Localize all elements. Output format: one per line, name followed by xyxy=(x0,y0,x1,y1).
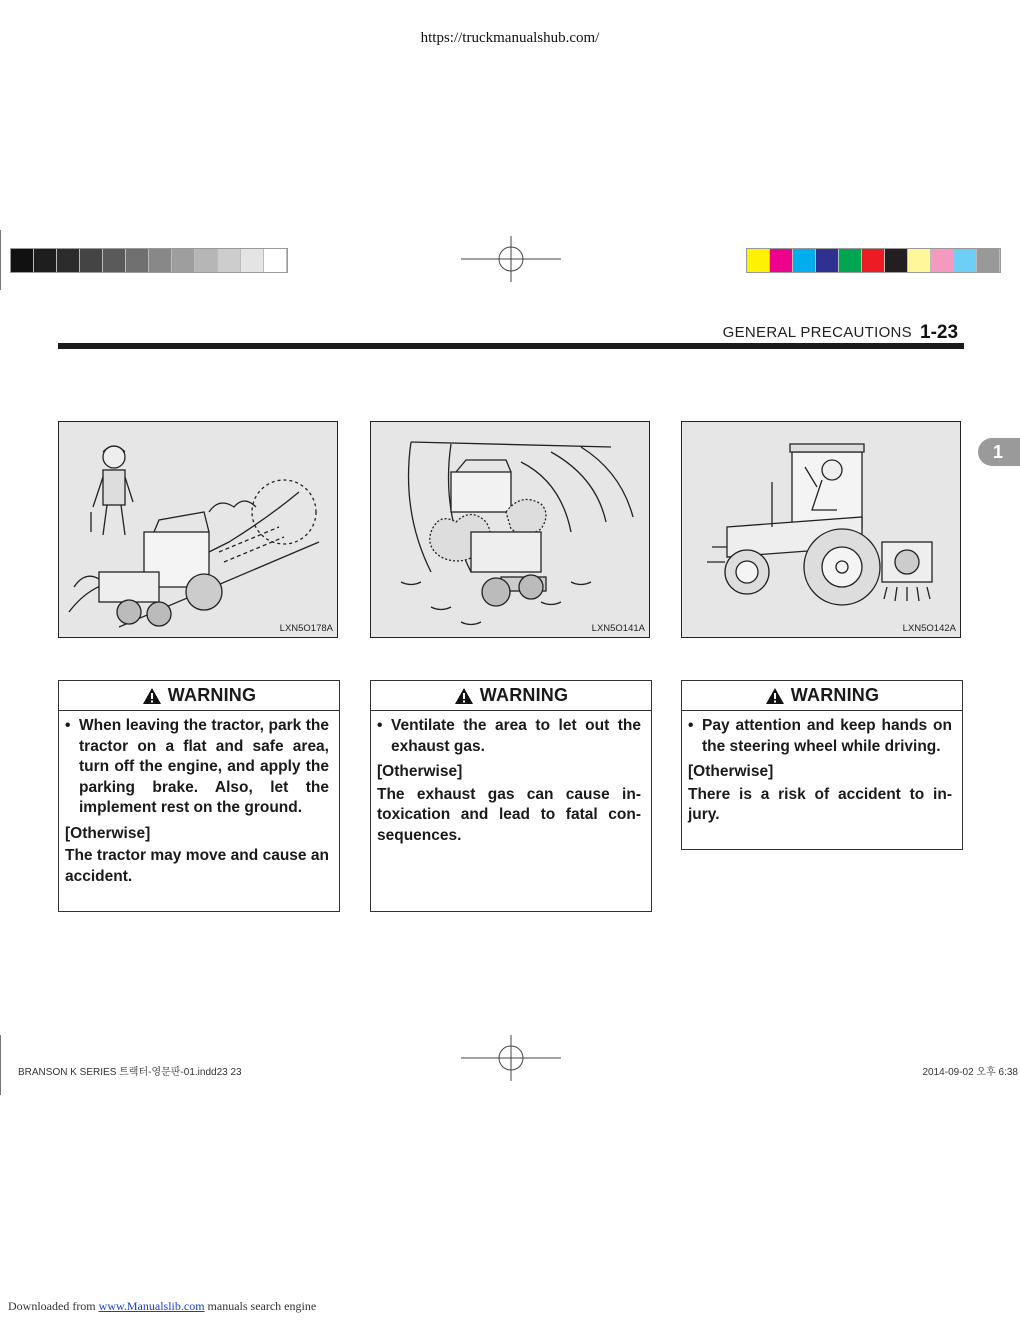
figure-panel-2 xyxy=(370,421,650,638)
figure-code: LXN5O142A xyxy=(902,623,956,634)
color-swatch xyxy=(747,249,770,272)
warning-triangle-icon xyxy=(765,687,785,705)
chapter-tab: 1 xyxy=(978,438,1020,466)
grayscale-color-bar xyxy=(10,248,288,273)
color-swatch xyxy=(816,249,839,272)
color-swatch xyxy=(770,249,793,272)
color-swatch xyxy=(931,249,954,272)
gray-swatch xyxy=(218,249,241,272)
section-title: GENERAL PRECAUTIONS xyxy=(722,324,912,341)
warning-instruction: Pay attention and keep hands on the steering wheel while driving. xyxy=(702,717,952,755)
download-suffix: manuals search engine xyxy=(207,1299,317,1313)
warning-triangle-icon xyxy=(454,687,474,705)
warning-triangle-icon xyxy=(142,687,162,705)
warning-header xyxy=(59,681,339,711)
gray-swatch xyxy=(126,249,149,272)
figure-panel-3 xyxy=(681,421,961,638)
warning-consequence: The tractor may move and cause an accident. xyxy=(65,847,329,885)
gray-swatch xyxy=(57,249,80,272)
figure-panel-1 xyxy=(58,421,338,638)
gray-swatch xyxy=(149,249,172,272)
crop-mark-left xyxy=(0,230,1,290)
tractor-in-greenhouse-icon xyxy=(371,422,649,637)
gray-swatch xyxy=(80,249,103,272)
source-url: https://truckmanualshub.com/ xyxy=(420,30,600,46)
warning-box-3 xyxy=(681,680,963,850)
warning-header xyxy=(682,681,962,711)
crop-mark-left-bottom xyxy=(0,1035,1,1095)
otherwise-label: [Otherwise] xyxy=(65,824,151,842)
warning-consequence: There is a risk of accident to in-jury. xyxy=(688,785,952,823)
bullet-icon: • xyxy=(377,717,383,734)
gray-swatch xyxy=(103,249,126,272)
color-swatch xyxy=(862,249,885,272)
otherwise-label: [Otherwise] xyxy=(688,763,774,780)
registration-mark-icon xyxy=(461,1035,561,1081)
bullet-icon: • xyxy=(65,717,71,734)
warning-instruction: Ventilate the area to let out the exhaust gas. xyxy=(391,717,641,755)
gray-swatch xyxy=(172,249,195,272)
warning-title: WARNING xyxy=(479,685,569,705)
bullet-icon: • xyxy=(688,717,694,734)
color-swatch xyxy=(908,249,931,272)
registration-mark-icon xyxy=(461,236,561,282)
color-swatch xyxy=(885,249,908,272)
warning-box-2 xyxy=(370,680,652,912)
warning-header xyxy=(371,681,651,711)
gray-swatch xyxy=(11,249,34,272)
color-swatch xyxy=(793,249,816,272)
figure-code: LXN5O141A xyxy=(591,623,645,634)
print-file-info: BRANSON K SERIES 트랙터-영문판-01.indd23 23 xyxy=(18,1067,242,1078)
manualslib-link[interactable]: www.Manualslib.com xyxy=(98,1299,205,1313)
warning-title: WARNING xyxy=(167,685,257,705)
tractor-operator-driving-icon xyxy=(682,422,960,637)
color-swatch xyxy=(977,249,1000,272)
gray-swatch xyxy=(264,249,287,272)
download-prefix: Downloaded from xyxy=(8,1299,96,1313)
warning-box-1 xyxy=(58,680,340,912)
figure-code: LXN5O178A xyxy=(279,623,333,634)
color-swatch xyxy=(954,249,977,272)
process-color-bar xyxy=(746,248,1001,273)
gray-swatch xyxy=(241,249,264,272)
tractor-parked-field-icon xyxy=(59,422,337,637)
print-timestamp: 2014-09-02 오후 6:38 xyxy=(922,1067,1018,1078)
otherwise-label: [Otherwise] xyxy=(377,763,463,780)
download-notice xyxy=(8,1299,316,1314)
warning-title: WARNING xyxy=(790,685,880,705)
color-swatch xyxy=(839,249,862,272)
header-rule xyxy=(58,343,964,349)
gray-swatch xyxy=(34,249,57,272)
gray-swatch xyxy=(195,249,218,272)
warning-consequence: The exhaust gas can cause in-toxication and lead to fatal con-sequences. xyxy=(377,785,641,844)
warning-instruction: When leaving the tractor, park the tractor on a flat and safe area, turn off the engine, and apply the parking brake. Also, let the implement rest on the ground. xyxy=(79,717,329,816)
page-number: 1-23 xyxy=(920,322,959,343)
